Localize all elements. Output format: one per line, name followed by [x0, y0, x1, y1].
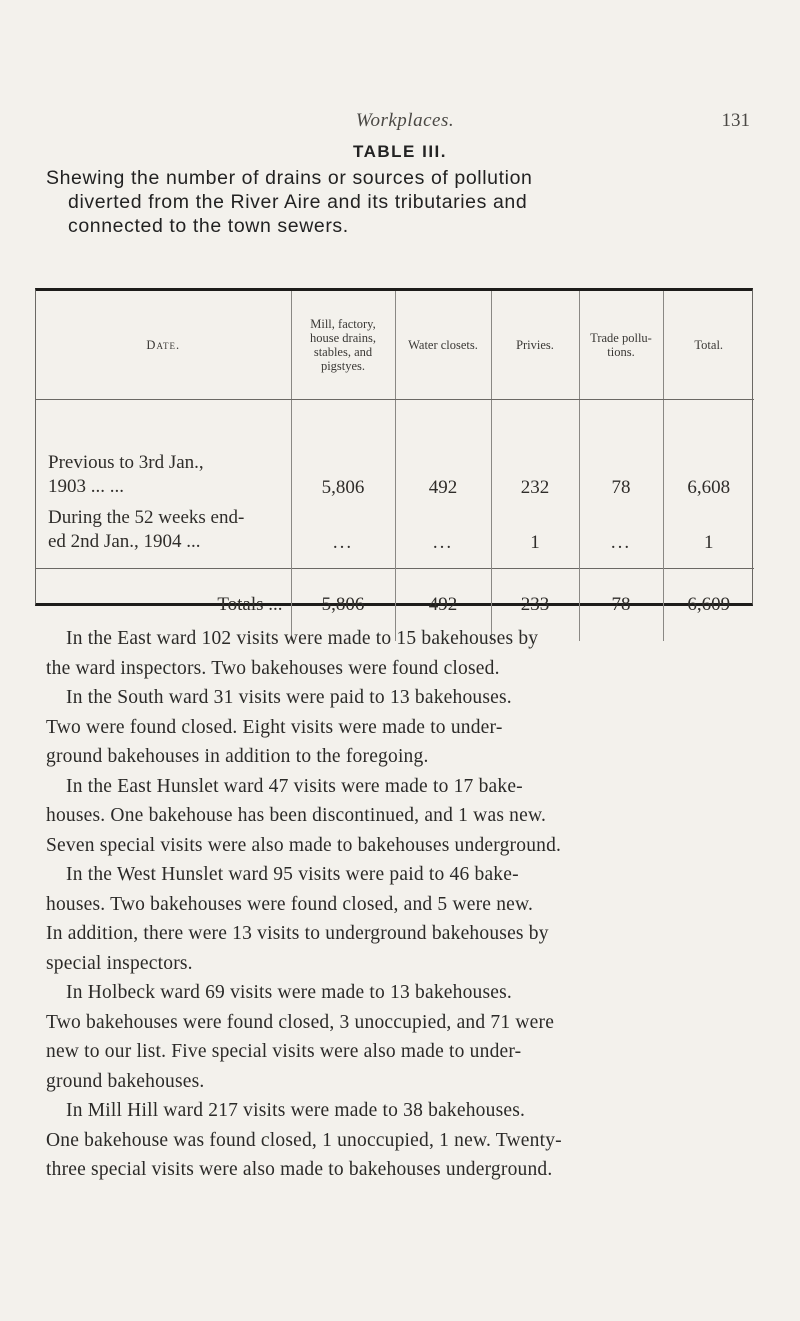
date-line: During the 52 weeks end-	[48, 507, 245, 528]
pollution-table	[35, 288, 753, 615]
table-row	[36, 400, 754, 506]
cell-water-closets: ...	[395, 505, 491, 569]
total-trade-pollutions: 78	[579, 569, 663, 642]
running-title: Workplaces.	[355, 110, 455, 131]
row-date-cell	[36, 505, 291, 569]
column-header-water-closets: Water closets.	[395, 291, 491, 400]
table-header-row	[36, 291, 754, 400]
page-number: 131	[721, 110, 750, 131]
caption-line: connected to the town sewers.	[68, 215, 349, 237]
body-line: In Holbeck ward 69 visits were made to 13 bakehouses.	[66, 982, 512, 1003]
body-line: In the East ward 102 visits were made to 15 bakehouses by	[66, 628, 539, 649]
column-header-trade-pollutions: Trade pollu- tions.	[579, 291, 663, 400]
column-header-mill-drains: Mill, factory, house drains, stables, and pigstyes.	[291, 291, 395, 400]
body-line: houses. Two bakehouses were found closed, and 5 were new.	[46, 893, 534, 915]
total-water-closets: 492	[395, 569, 491, 642]
column-header-total: Total.	[663, 291, 754, 400]
body-line: the ward inspectors. Two bakehouses were found closed.	[46, 657, 500, 679]
body-line: ground bakehouses.	[46, 1070, 205, 1092]
caption-line: Shewing the number of drains or sources of pollution	[46, 167, 533, 189]
cell-mill-drains: 5,806	[291, 400, 395, 506]
total-privies: 233	[491, 569, 579, 642]
body-line: In addition, there were 13 visits to underground bakehouses by	[46, 923, 549, 944]
body-line: houses. One bakehouse has been discontinued, and 1 was new.	[46, 805, 547, 826]
body-line: special inspectors.	[46, 952, 193, 974]
row-date-cell	[36, 400, 291, 506]
date-line: 1903 ... ...	[48, 476, 124, 497]
body-line: Seven special visits were also made to bakehouses underground.	[46, 834, 562, 856]
body-line: In the West Hunslet ward 95 visits were paid to 46 bake-	[66, 864, 519, 885]
body-line: Two were found closed. Eight visits were made to under-	[46, 716, 503, 738]
cell-water-closets: 492	[395, 400, 491, 506]
body-line: In the South ward 31 visits were paid to 13 bakehouses.	[66, 687, 512, 708]
totals-label: Totals ...	[36, 569, 291, 642]
table-caption	[46, 166, 746, 238]
body-line: new to our list. Five special visits were also made to under-	[46, 1041, 522, 1062]
body-line: In Mill Hill ward 217 visits were made to 38 bakehouses.	[66, 1100, 526, 1121]
running-header	[60, 110, 750, 136]
body-line: One bakehouse was found closed, 1 unoccupied, 1 new. Twenty-	[46, 1129, 562, 1151]
date-line: ed 2nd Jan., 1904 ...	[48, 531, 201, 552]
cell-trade-pollutions: 78	[579, 400, 663, 506]
table-label: TABLE III.	[352, 142, 447, 161]
cell-total: 6,608	[663, 400, 754, 506]
body-line: ground bakehouses in addition to the foregoing.	[46, 746, 429, 767]
cell-trade-pollutions: ...	[579, 505, 663, 569]
total-grand: 6,609	[663, 569, 754, 642]
cell-privies: 232	[491, 400, 579, 506]
body-line: In the East Hunslet ward 47 visits were made to 17 bake-	[66, 775, 523, 797]
column-header-privies: Privies.	[491, 291, 579, 400]
cell-privies: 1	[491, 505, 579, 569]
body-line: three special visits were also made to bakehouses underground.	[46, 1159, 553, 1180]
total-mill-drains: 5,806	[291, 569, 395, 642]
column-header-date: Date.	[36, 291, 291, 400]
table-row	[36, 505, 754, 569]
body-line: Two bakehouses were found closed, 3 unoccupied, and 71 were	[46, 1011, 555, 1033]
date-line: Previous to 3rd Jan.,	[48, 452, 204, 473]
cell-total: 1	[663, 505, 754, 569]
cell-mill-drains: ...	[291, 505, 395, 569]
caption-line: diverted from the River Aire and its tributaries and	[68, 191, 528, 213]
body-text	[46, 624, 760, 1185]
